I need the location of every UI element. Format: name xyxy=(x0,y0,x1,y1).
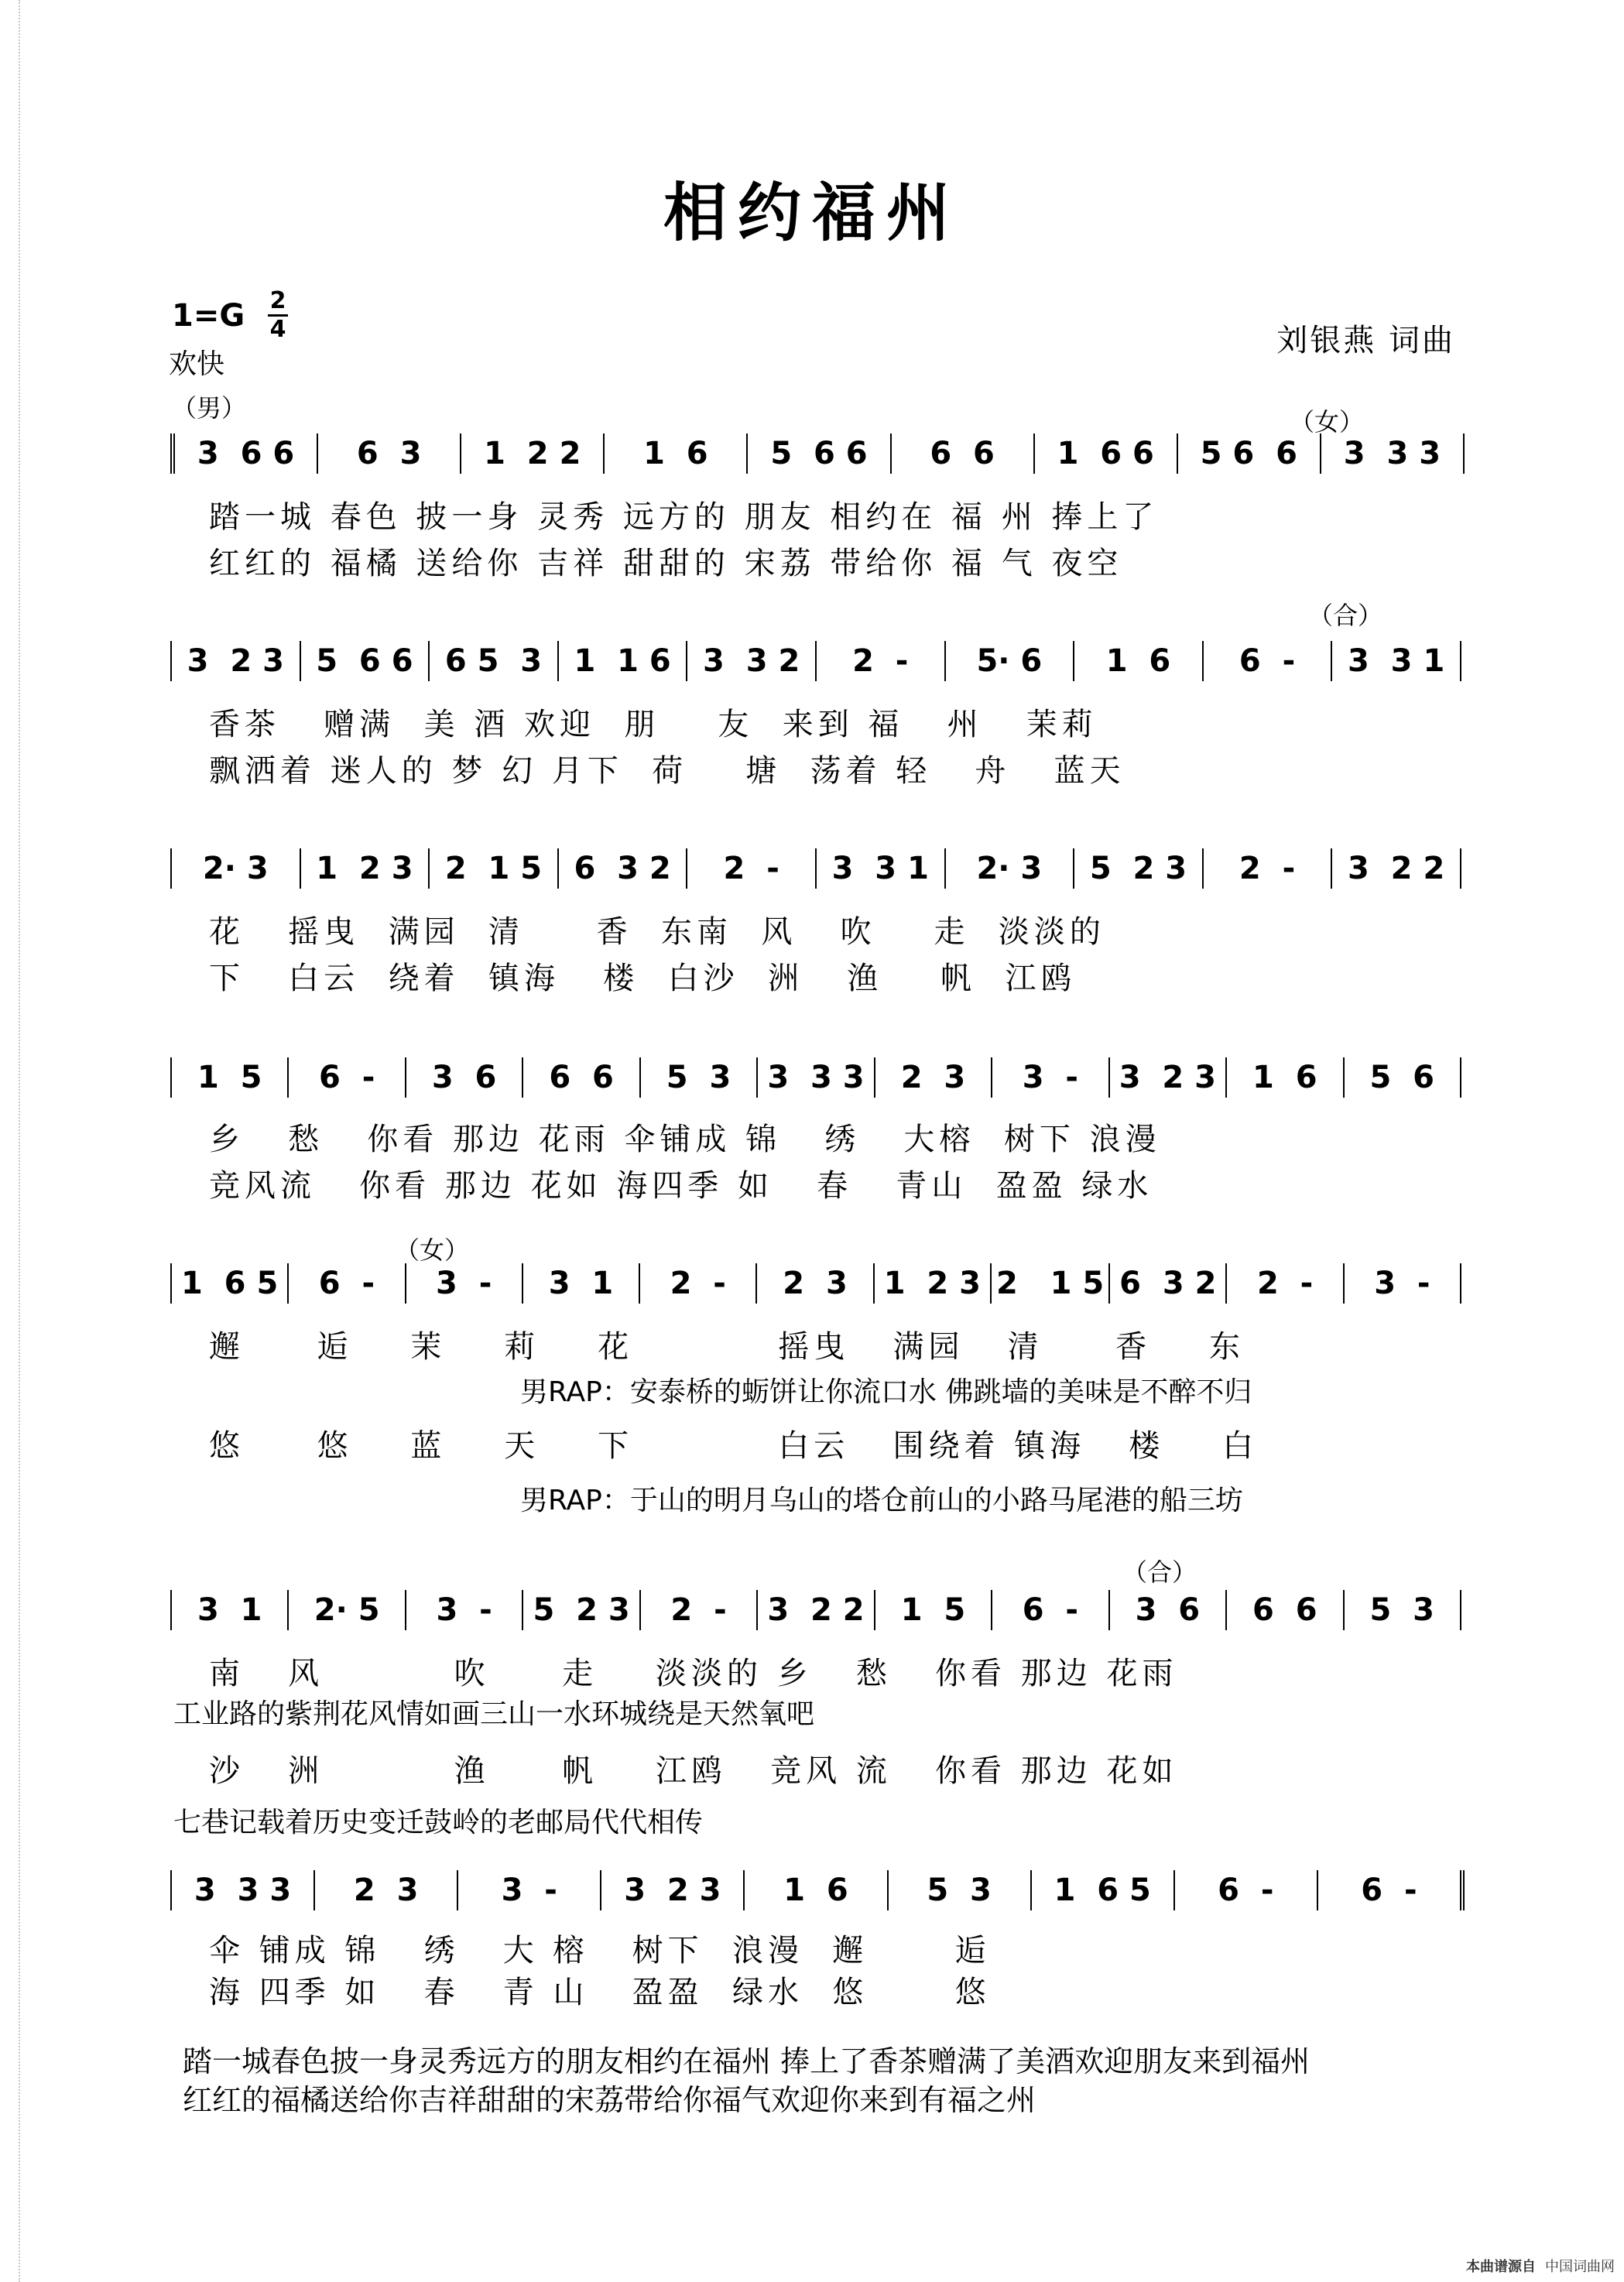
measure: 3 1 xyxy=(172,1590,289,1630)
measure: 2 - xyxy=(640,1263,757,1304)
credit: 刘银燕 词曲 xyxy=(1276,323,1455,358)
measure: 5 6 xyxy=(1369,1060,1435,1095)
notation-row xyxy=(170,1870,1465,1910)
measure: 5 3 xyxy=(1369,1592,1435,1628)
lyric-line: 竞风流 你看 那边 花如 海四季 如 春 青山 盈盈 绿水 xyxy=(209,1168,1153,1204)
lyric-line: 红红的 福橘 送给你 吉祥 甜甜的 宋荔 带给你 福 气 夜空 xyxy=(209,546,1123,581)
measure: 5 6 6 xyxy=(1178,433,1321,474)
measure: 6 - xyxy=(289,1263,406,1304)
measure: 2 - xyxy=(817,641,946,681)
measure: 2· 3 xyxy=(946,848,1075,889)
lyric-line: 花 摇曳 满园 清 香 东南 风 吹 走 淡淡的 xyxy=(209,914,1105,950)
measure: 6 3 xyxy=(318,433,461,474)
measure: 2· 3 xyxy=(172,848,301,889)
measure: 1 6 xyxy=(1227,1057,1344,1098)
measure: 6 6 xyxy=(523,1057,640,1098)
lyric-line: 悠 悠 蓝 天 下 白云 围绕着 镇海 楼 白 xyxy=(209,1428,1259,1464)
measure: 6 3 2 xyxy=(1110,1263,1227,1304)
measure: 6 - xyxy=(1361,1873,1417,1908)
measure: 3 3 1 xyxy=(817,848,946,889)
song-title: 相约福州 xyxy=(663,176,961,250)
measure: 6 - xyxy=(992,1590,1109,1630)
measure: 3 2 2 xyxy=(1348,851,1445,886)
lyric-line: 下 白云 绕着 镇海 楼 白沙 洲 渔 帆 江鸥 xyxy=(209,961,1077,996)
summary-line: 踏一城春色披一身灵秀远方的朋友相约在福州 捧上了香茶赠满了美酒欢迎朋友来到福州 xyxy=(183,2044,1311,2078)
measure: 6 - xyxy=(1175,1870,1318,1910)
measure: 3 - xyxy=(406,1590,523,1630)
rap-line: 七巷记载着历史变迁鼓岭的老邮局代代相传 xyxy=(173,1807,704,1838)
tempo-marking: 欢快 xyxy=(169,348,225,380)
measure: 3 6 xyxy=(1110,1590,1227,1630)
rap-line: 男RAP：于山的明月乌山的塔仓前山的小路马尾港的船三坊 xyxy=(520,1485,1243,1516)
lyric-line: 乡 愁 你看 那边 花雨 伞铺成 锦 绣 大榕 树下 浪漫 xyxy=(209,1122,1161,1157)
measure: 1 5 xyxy=(875,1590,992,1630)
measure: 2 1 5 xyxy=(430,848,559,889)
measure: 3 3 1 xyxy=(1348,643,1445,679)
measure: 6 5 3 xyxy=(430,641,559,681)
measure: 2 - xyxy=(1227,1263,1344,1304)
measure: 5 3 xyxy=(889,1870,1032,1910)
lyric-line: 邂 逅 茉 莉 花 摇曳 满园 清 香 东 xyxy=(209,1329,1245,1365)
measure: 2 1 5 xyxy=(992,1263,1110,1304)
measure: 2 - xyxy=(1204,848,1333,889)
voice-female: （女） xyxy=(1290,407,1365,437)
measure: 1 6 xyxy=(605,433,748,474)
measure: 3 3 3 xyxy=(758,1057,875,1098)
measure: 6 - xyxy=(1204,641,1333,681)
footer-source: 本曲谱源自 中国词曲网 xyxy=(1466,2259,1615,2275)
measure: 1 5 xyxy=(172,1057,289,1098)
lyric-line: 踏一城 春色 披一身 灵秀 远方的 朋友 相约在 福 州 捧上了 xyxy=(209,499,1159,535)
watermark-strip xyxy=(0,0,20,2282)
measure: 5 6 6 xyxy=(301,641,430,681)
measure: 3 6 6 xyxy=(175,433,318,474)
lyric-line: 飘洒着 迷人的 梦 幻 月下 荷 塘 荡着 轻 舟 蓝天 xyxy=(209,753,1125,789)
voice-chorus: （合） xyxy=(1122,1557,1197,1587)
measure: 3 2 2 xyxy=(758,1590,875,1630)
measure: 3 3 2 xyxy=(687,641,817,681)
rap-line: 男RAP：安泰桥的蛎饼让你流口水 佛跳墙的美味是不醉不归 xyxy=(520,1376,1252,1408)
measure: 3 2 3 xyxy=(601,1870,745,1910)
voice-chorus: （合） xyxy=(1308,601,1383,630)
measure: 5· 6 xyxy=(946,641,1075,681)
measure: 5 2 3 xyxy=(1074,848,1204,889)
lyric-line: 沙 洲 渔 帆 江鸥 竞风 流 你看 那边 花如 xyxy=(209,1753,1178,1789)
measure: 2 - xyxy=(687,848,817,889)
voice-male: （男） xyxy=(172,393,247,423)
voice-female: （女） xyxy=(395,1235,470,1265)
notation-row xyxy=(170,641,1461,681)
measure: 3 3 3 xyxy=(172,1870,315,1910)
measure: 6 6 xyxy=(1227,1590,1344,1630)
lyric-line: 伞 铺成 锦 绣 大 榕 树下 浪漫 邂 逅 xyxy=(209,1933,991,1968)
measure: 3 - xyxy=(1374,1266,1430,1301)
measure: 1 1 6 xyxy=(559,641,688,681)
measure: 3 3 3 xyxy=(1343,436,1441,471)
measure: 5 2 3 xyxy=(523,1590,640,1630)
lyric-line: 南 风 吹 走 淡淡的 乡 愁 你看 那边 花雨 xyxy=(209,1656,1178,1691)
measure: 2 - xyxy=(641,1590,758,1630)
measure: 5 3 xyxy=(641,1057,758,1098)
measure: 5 6 6 xyxy=(748,433,891,474)
measure: 2 3 xyxy=(875,1057,992,1098)
notation-row xyxy=(170,1263,1461,1304)
measure: 1 2 2 xyxy=(461,433,605,474)
notation-row xyxy=(170,433,1465,474)
measure: 6 3 2 xyxy=(559,848,688,889)
measure: 2 3 xyxy=(315,1870,458,1910)
measure: 1 6 xyxy=(745,1870,888,1910)
notation-row xyxy=(170,848,1461,889)
measure: 3 - xyxy=(406,1263,523,1304)
time-signature: 2 4 xyxy=(268,288,288,343)
notation-row xyxy=(170,1057,1461,1098)
measure: 1 6 xyxy=(1074,641,1204,681)
measure: 3 - xyxy=(458,1870,601,1910)
summary-line: 红红的福橘送给你吉祥甜甜的宋荔带给你福气欢迎你来到有福之州 xyxy=(183,2083,1036,2117)
measure: 6 6 xyxy=(892,433,1035,474)
measure: 3 2 3 xyxy=(172,641,301,681)
measure: 6 - xyxy=(289,1057,406,1098)
key-signature: 1=G xyxy=(172,298,245,334)
rap-line: 工业路的紫荆花风情如画三山一水环城绕是天然氧吧 xyxy=(173,1698,815,1730)
lyric-line: 海 四季 如 春 青 山 盈盈 绿水 悠 悠 xyxy=(209,1975,991,2010)
measure: 2· 5 xyxy=(289,1590,406,1630)
measure: 1 2 3 xyxy=(301,848,430,889)
lyric-line: 香茶 赠满 美 酒 欢迎 朋 友 来到 福 州 茉莉 xyxy=(209,707,1098,742)
measure: 3 6 xyxy=(406,1057,523,1098)
measure: 3 - xyxy=(992,1057,1109,1098)
notation-row xyxy=(170,1590,1461,1630)
measure: 2 3 xyxy=(757,1263,874,1304)
measure: 3 2 3 xyxy=(1110,1057,1227,1098)
measure: 1 2 3 xyxy=(875,1263,992,1304)
measure: 3 1 xyxy=(523,1263,640,1304)
measure: 1 6 6 xyxy=(1035,433,1178,474)
measure: 1 6 5 xyxy=(172,1263,289,1304)
measure: 1 6 5 xyxy=(1032,1870,1175,1910)
